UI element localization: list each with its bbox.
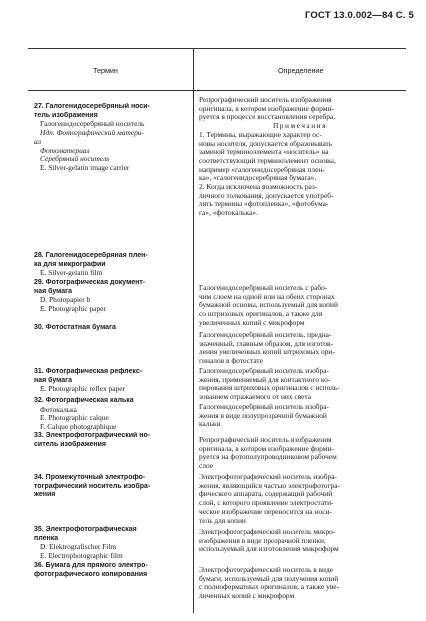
page-header: ГОСТ 13.0.002—84 С. 5	[304, 10, 414, 21]
term-28: 28. Галогенидосеребряная плен- ка для микрографии E. Silver-gelatin film	[34, 252, 148, 278]
notes-heading: Примечания	[272, 122, 328, 131]
term-30: 30. Фотостатная бумага	[34, 324, 116, 331]
term-27: 27. Галогенидосеребряный носи- тель изображения Галогенидосеребряный носитель Ндп. Фотографический матери- ал Фотоматериал Серебряный носитель E. Silver-gelatin image carrier	[34, 103, 150, 172]
terms-table	[28, 48, 406, 613]
definition-32: Галогенидосеребряный носитель изобра- жения в виде полупрозрачной бумажной кальки	[199, 403, 329, 429]
column-head-definition: Определение	[278, 66, 324, 75]
column-head-term: Термин	[93, 66, 118, 75]
definition-30: Галогенидосеребряный носитель, предна- значенный, главным образом, для изготов- ления увеличенных копий штриховых ори- гиналов в фотостате	[199, 331, 335, 366]
term-29: 29. Фотографическая документ- ная бумага D. Photopapier b E. Photographic paper	[34, 279, 146, 314]
definition-33: Репрографический носитель изображения оригинала, в котором изображение форми- руется на фотополупроводниковом рабочем слое	[199, 436, 337, 471]
column-divider	[193, 48, 194, 613]
definition-29: Галогенидосеребряный носитель с рабо- чим слоем на одной или на обеих сторонах бумажной основы, используемый для копий со штриховых оригиналов, а также для увеличенных копий с микроформ	[199, 284, 338, 327]
table-top-rule	[28, 48, 406, 49]
header-rule	[28, 90, 406, 91]
term-34: 34. Промежуточный электрофо- тографический носитель изобра- жения	[34, 474, 151, 499]
term-31: 31. Фотографическая рефлекс- ная бумага E. Photographic reflex paper	[34, 368, 143, 394]
term-33: 33. Электрофотографический но- ситель изображения	[34, 432, 151, 448]
definition-34: Электрофотографический носитель изобра- жения, являющийся частью электрофотогра- фического аппарата, содержащий рабочий слой, с которого проявление электростати- ческое изображение переносится на носи- тель для копии	[199, 473, 340, 525]
definition-27: Репрографический носитель изображения оригинала, в котором изображение форми- руется в процессе восстановления серебра. Примечания 1. Термины, выражающие характер ос- новы носителя, допускается образовывать заменой терминоэлемента «носитель» на соответствующий терминоэлемент основы, например «галогенидосеребряная плен- ка», «галогенидосеребряная бумага». 2. Когда исключена возможность раз- личного толкования, допускается употреб- лять термины «фотопленка», «фотобума- га», «фотокалька».	[199, 96, 401, 218]
term-32: 32. Фотографическая калька Фотокалька E. Photographic calque F. Calque photographique	[34, 397, 134, 432]
term-35: 35. Электрофотографическая пленка D. Elektrografischer Film E. Electrophotographic film	[34, 526, 137, 561]
definition-35: Электрофотографический носитель микро- изображения в виде прозрачной пленки, используемый для изготовления микроформ	[199, 528, 339, 554]
term-36: 36. Бумага для прямого электро- фотографического копирования	[34, 562, 148, 578]
definition-31: Галогенидосеребряный носитель изобра- жения, применяемый для контактного ко- пирования штриховых оригиналов с исполь- зованием отражаемого от них света	[199, 367, 340, 402]
definition-36: Электрофотографический носитель в виде бумаги, используемый для получения копий с полноформатных оригиналов, а также уве- личенных копий с микроформ	[199, 566, 340, 601]
